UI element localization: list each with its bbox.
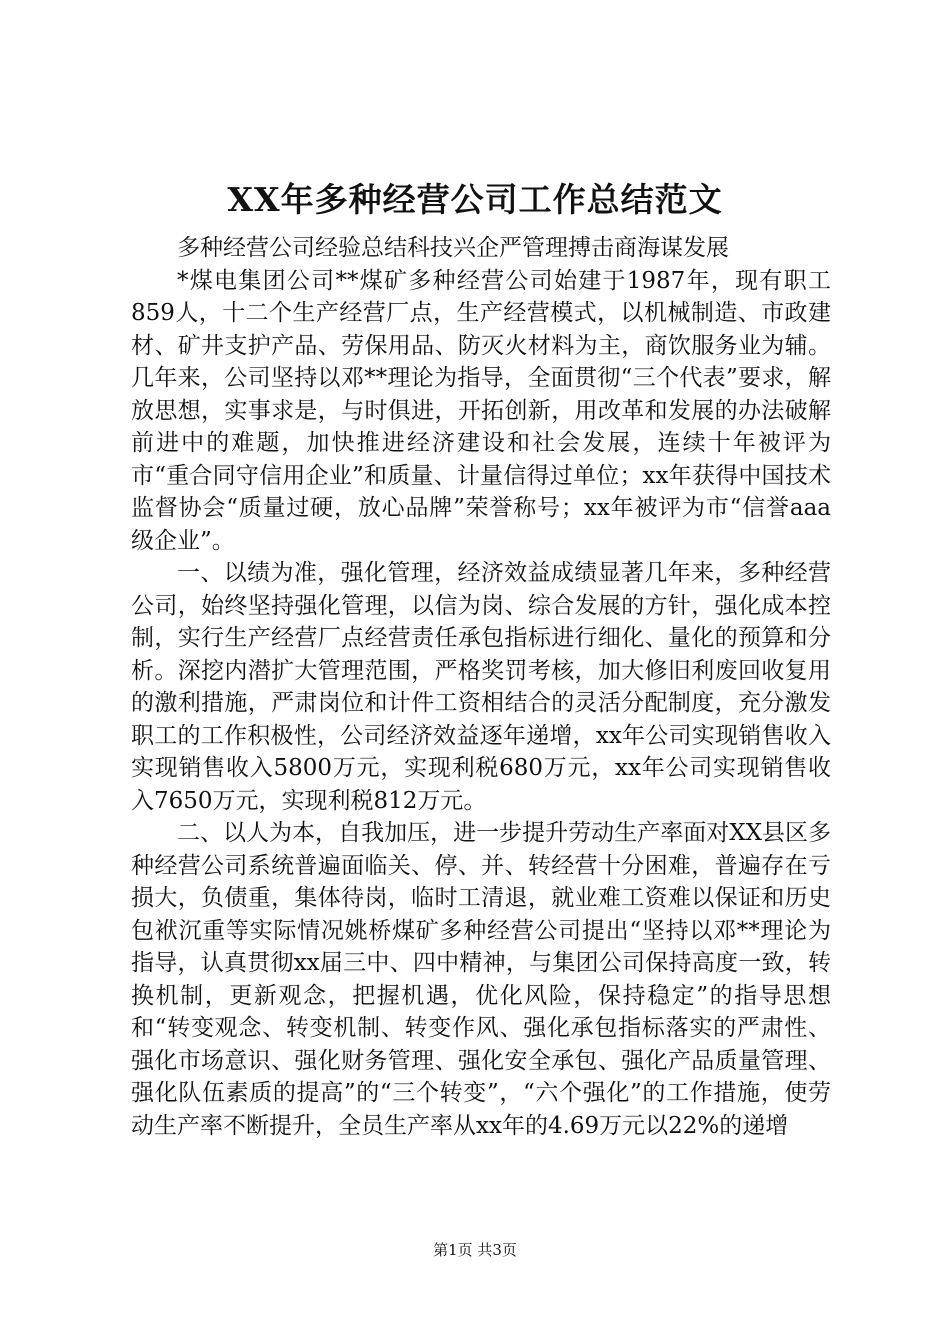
document-title: XX年多种经营公司工作总结范文 (227, 180, 723, 219)
intro-paragraph: *煤电集团公司**煤矿多种经营公司始建于1987年，现有职工859人，十二个生产经营厂点，生产经营模式，以机械制造、市政建材、矿井支护产品、劳保用品、防灭火材料为主，商饮服务业为辅。几年来，公司坚持以邓**理论为指导，全面贯彻“三个代表”要求，解放思想，实事求是，与时俱进，开拓创新，用改革和发展的办法破解前进中的难题，加快推进经济建设和社会发展，连续十年被评为市“重合同守信用企业”和质量、计量信得过单位；xx年获得中国技术监督协会“质量过硬，放心品牌”荣誉称号；xx年被评为市“信誉aaa级企业”。 (131, 267, 831, 554)
section-two-paragraph: 二、以人为本，自我加压，进一步提升劳动生产率面对XX县区多种经营公司系统普遍面临关、停、并、转经营十分困难，普遍存在亏损大，负债重，集体待岗，临时工清退，就业难工资难以保证和历史包袱沉重等实际情况姚桥煤矿多种经营公司提出“坚持以邓**理论为指导，认真贯彻xx届三中、四中精神，与集团公司保持高度一致，转换机制，更新观念，把握机遇，优化风险，保持稳定”的指导思想和“转变观念、转变机制、转变作风、强化承包指标落实的严肃性、强化市场意识、强化财务管理、强化安全承包、强化产品质量管理、强化队伍素质的提高”的“三个转变”，“六个强化”的工作措施，使劳动生产率不断提升，全员生产率从xx年的4.69万元以22%的递增 (131, 820, 831, 1139)
document-body (131, 232, 831, 1142)
subtitle-paragraph: 多种经营公司经验总结科技兴企严管理搏击商海谋发展 (177, 235, 729, 261)
section-one-paragraph: 一、以绩为准，强化管理，经济效益成绩显著几年来，多种经营公司，始终坚持强化管理，以信为岗、综合发展的方针，强化成本控制，实行生产经营厂点经营责任承包指标进行细化、量化的预算和分析。深挖内潜扩大管理范围，严格奖罚考核，加大修旧利废回收复用的激利措施，严肃岗位和计件工资相结合的灵活分配制度，充分激发职工的工作积极性，公司经济效益逐年递增，xx年公司实现销售收入实现销售收入5800万元，实现利税680万元，xx年公司实现销售收入7650万元，实现利税812万元。 (131, 560, 831, 814)
page-number-footer: 第1页 共3页 (433, 1241, 517, 1259)
